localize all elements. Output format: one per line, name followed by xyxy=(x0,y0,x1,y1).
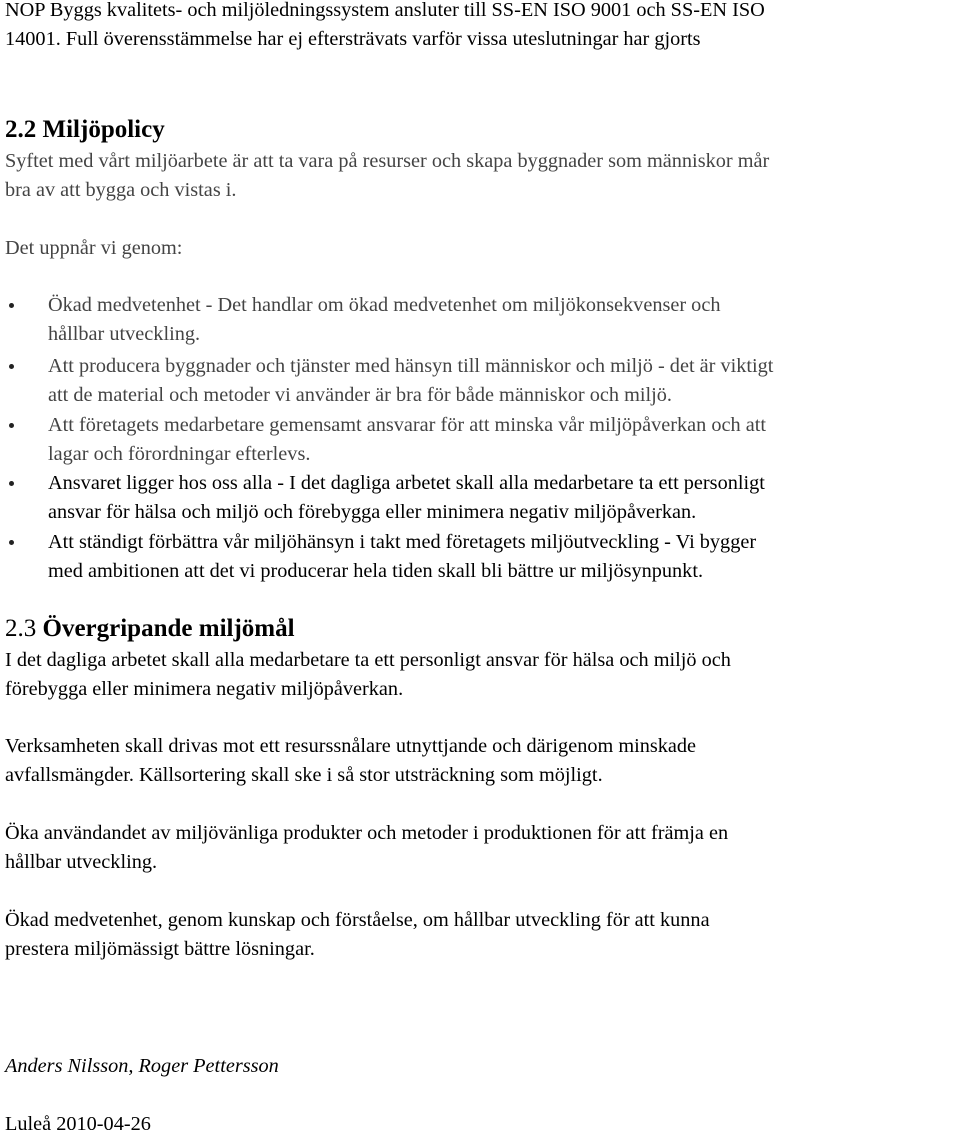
section-2-3-heading xyxy=(5,614,295,644)
goal-4-line-1: Ökad medvetenhet, genom kunskap och förståelse, om hållbar utveckling för att kunna xyxy=(5,909,710,931)
place-date: Luleå 2010-04-26 xyxy=(5,1113,151,1135)
signature-names: Anders Nilsson, Roger Pettersson xyxy=(5,1055,279,1077)
bullet-icon xyxy=(9,303,14,308)
section-number: 2.3 xyxy=(5,615,37,642)
bullet-line-1: Ökad medvetenhet - Det handlar om ökad medvetenhet om miljökonsekvenser och xyxy=(48,294,721,316)
bullet-line-2: lagar och förordningar efterlevs. xyxy=(48,443,311,465)
goal-2-line-1: Verksamheten skall drivas mot ett resurssnålare utnyttjande och därigenom minskade xyxy=(5,735,697,757)
bullet-line-2: med ambitionen att det vi producerar hela tiden skall bli bättre ur miljösynpunkt. xyxy=(48,560,704,582)
bullet-icon xyxy=(9,540,14,545)
bullet-line-2: att de material och metoder vi använder är bra för både människor och miljö. xyxy=(48,384,672,406)
bullet-line-1: Att företagets medarbetare gemensamt ansvarar för att minska vår miljöpåverkan och att xyxy=(48,414,767,436)
intro-line-1: NOP Byggs kvalitets- och miljöledningssystem ansluter till SS-EN ISO 9001 och SS-EN ISO xyxy=(5,0,765,21)
purpose-line-2: bra av att bygga och vistas i. xyxy=(5,179,237,201)
bullet-icon xyxy=(9,423,14,428)
bullet-line-2: ansvar för hälsa och miljö och förebygga eller minimera negativ miljöpåverkan. xyxy=(48,501,697,523)
bullet-line-1: Att ständigt förbättra vår miljöhänsyn i takt med företagets miljöutveckling - Vi bygger xyxy=(48,531,757,553)
goal-3-line-2: hållbar utveckling. xyxy=(5,851,158,873)
goal-2-line-2: avfallsmängder. Källsortering skall ske i så stor utsträckning som möjligt. xyxy=(5,764,603,786)
bullet-line-2: hållbar utveckling. xyxy=(48,323,201,345)
goal-1-line-2: förebygga eller minimera negativ miljöpåverkan. xyxy=(5,678,404,700)
goal-4-line-2: prestera miljömässigt bättre lösningar. xyxy=(5,938,315,960)
purpose-line-1: Syftet med vårt miljöarbete är att ta vara på resurser och skapa byggnader som människor mår xyxy=(5,150,770,172)
bullet-line-1: Ansvaret ligger hos oss alla - I det dagliga arbetet skall alla medarbetare ta ett personligt xyxy=(48,472,765,494)
section-title: Övergripande miljömål xyxy=(42,615,295,642)
bullet-icon xyxy=(9,364,14,369)
lead-text: Det uppnår vi genom: xyxy=(5,237,183,259)
section-2-2-heading: 2.2 Miljöpolicy xyxy=(5,116,165,143)
goal-1-line-1: I det dagliga arbetet skall alla medarbetare ta ett personligt ansvar för hälsa och miljö och xyxy=(5,649,731,671)
bullet-icon xyxy=(9,481,14,486)
bullet-line-1: Att producera byggnader och tjänster med hänsyn till människor och miljö - det är viktigt xyxy=(48,355,774,377)
goal-3-line-1: Öka användandet av miljövänliga produkter och metoder i produktionen för att främja en xyxy=(5,822,729,844)
intro-line-2: 14001. Full överensstämmelse har ej eftersträvats varför vissa uteslutningar har gjorts xyxy=(5,28,701,50)
